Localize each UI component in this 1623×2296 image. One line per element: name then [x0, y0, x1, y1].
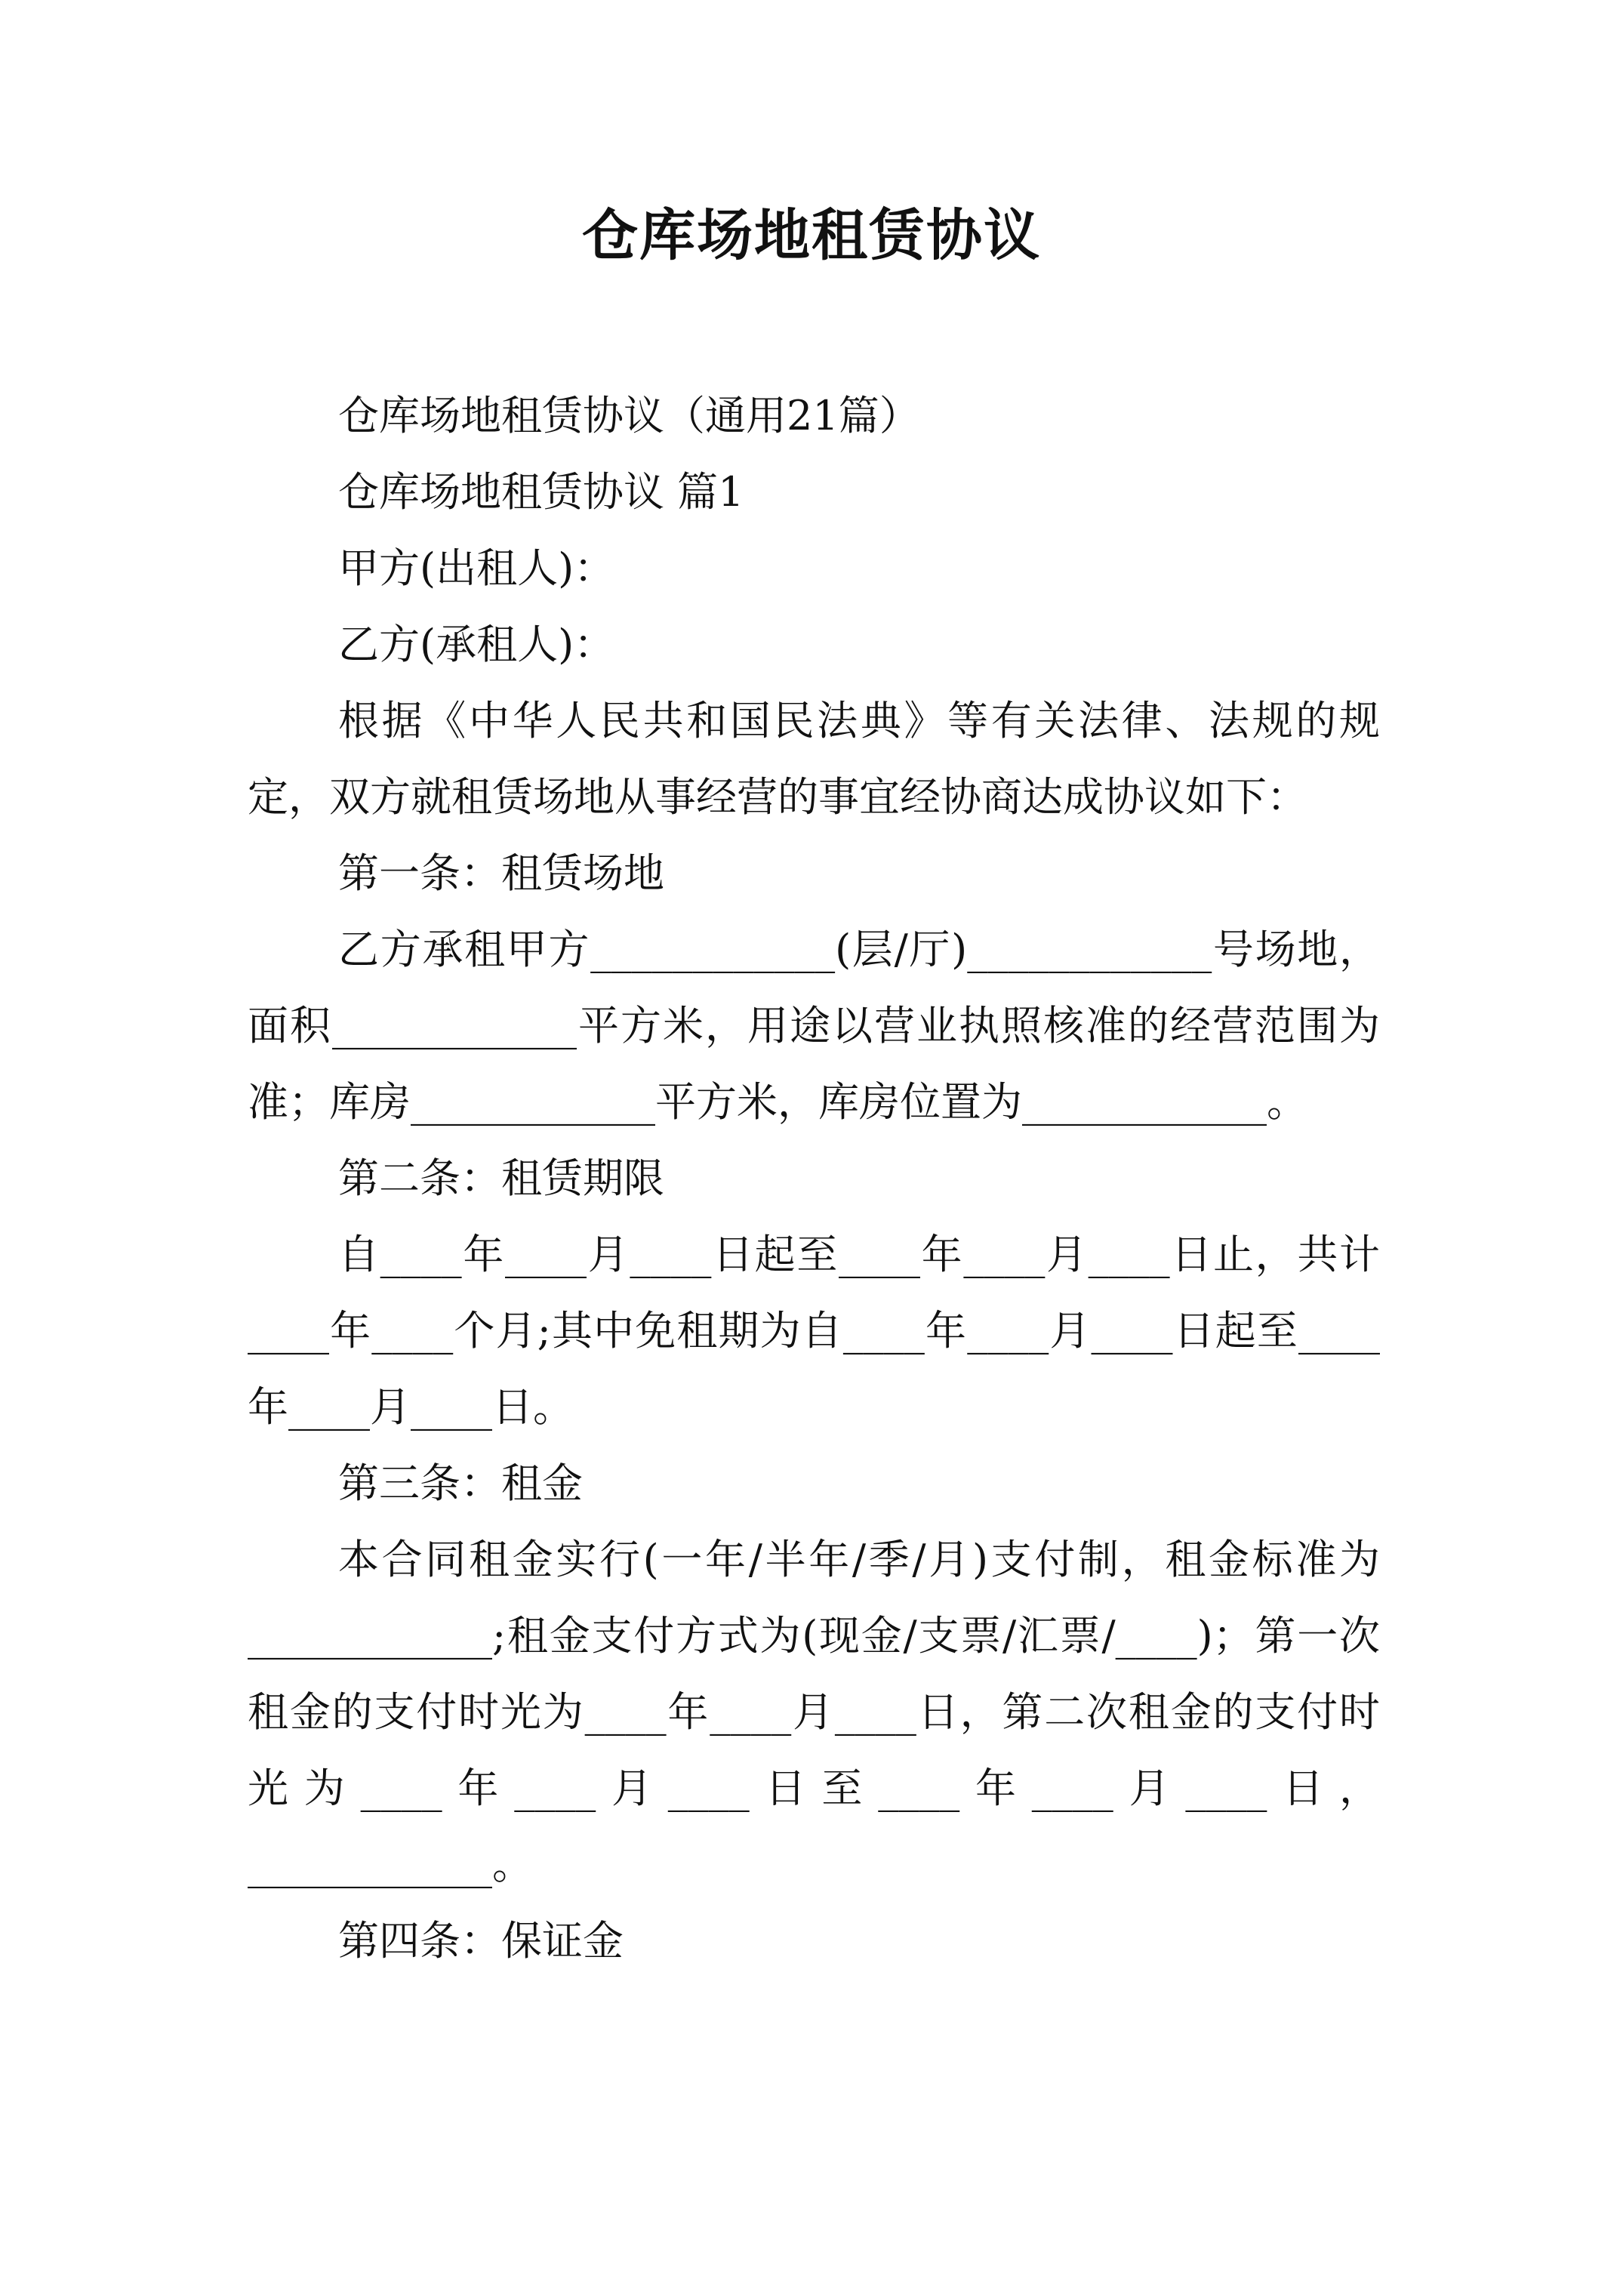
- paragraph-article-1-body: 乙方承租甲方____________(层/厅)____________号场地，面积____________平方米，用途以营业执照核准的经营范围为准；库房____________平方米，库房位置为____________。: [248, 926, 1380, 1126]
- paragraph-article-2-heading: 第二条：租赁期限: [338, 1154, 664, 1202]
- document-body: [248, 378, 1380, 1979]
- paragraph-article-3-heading: 第三条：租金: [338, 1459, 583, 1507]
- document-title: 仓库场地租赁协议: [582, 203, 1041, 268]
- paragraph-party-a: 甲方(出租人)：: [338, 544, 615, 592]
- paragraph-article-1-heading: 第一条：租赁场地: [338, 849, 664, 897]
- paragraph-preamble: 根据《中华人民共和国民法典》等有关法律、法规的规定，双方就租赁场地从事经营的事宜经协商达成协议如下：: [248, 697, 1380, 821]
- paragraph-article-3-body: 本合同租金实行(一年/半年/季/月)支付制，租金标准为____________;租金支付方式为(现金/支票/汇票/____)；第一次租金的支付时光为____年____月____日，第二次租金的支付时光为____年____月____日至____年____月____日，____________。: [248, 1536, 1380, 1888]
- paragraph-section-heading: 仓库场地租赁协议 篇1: [338, 468, 744, 516]
- paragraph-article-4-heading: 第四条：保证金: [338, 1917, 624, 1965]
- paragraph-subtitle: 仓库场地租赁协议（通用21篇）: [338, 392, 920, 439]
- paragraph-article-2-body: 自____年____月____日起至____年____月____日止，共计____年____个月;其中免租期为自____年____月____日起至____年____月____日。: [248, 1231, 1380, 1431]
- paragraph-party-b: 乙方(承租人)：: [338, 621, 615, 668]
